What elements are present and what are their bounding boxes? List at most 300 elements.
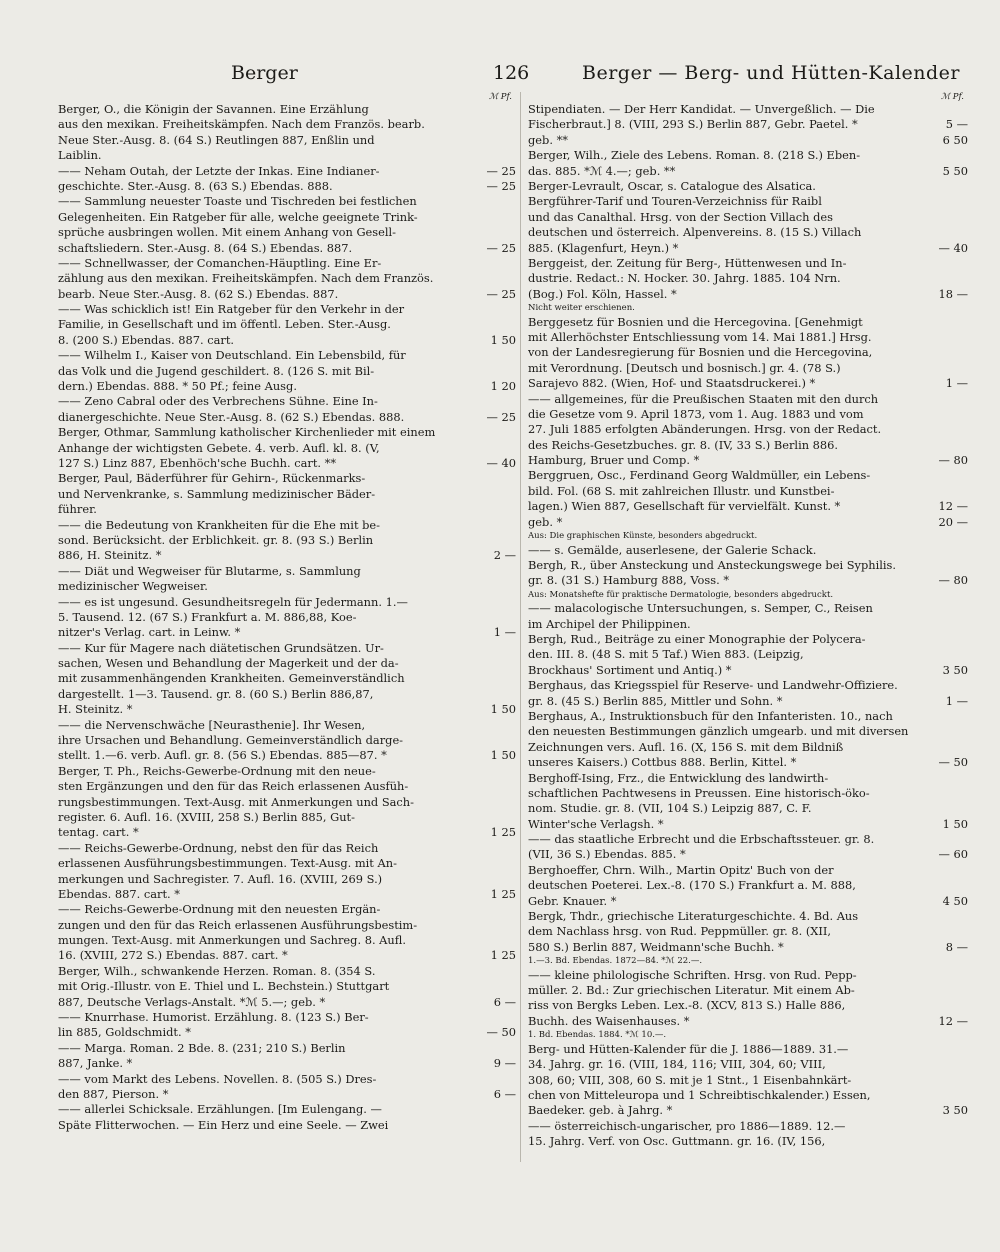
entry-text: riss von Bergks Leben. Lex.-8. (XCV, 813 S.) Halle 886, bbox=[528, 998, 846, 1013]
entry-text: den neuesten Bestimmungen gänzlich umgearb. und mit diversen bbox=[528, 724, 909, 739]
catalogue-line bbox=[58, 256, 516, 271]
catalogue-line bbox=[528, 817, 968, 832]
entry-text: chen von Mitteleuropa und 1 Schreibtischkalender.) Essen, bbox=[528, 1087, 871, 1102]
entry-text: schaftlichen Pachtwesens in Preussen. Eine historisch-öko- bbox=[528, 785, 870, 800]
catalogue-line bbox=[58, 979, 516, 994]
catalogue-line bbox=[528, 694, 968, 709]
entry-text: —— Reichs-Gewerbe-Ordnung mit den neuesten Ergän- bbox=[58, 902, 381, 917]
entry-text: —— kleine philologische Schriften. Hrsg. von Rud. Pepp- bbox=[528, 967, 857, 982]
catalogue-line bbox=[528, 724, 968, 739]
entry-text: Späte Flitterwochen. — Ein Herz und eine Seele. — Zwei bbox=[58, 1117, 389, 1132]
entry-text: dustrie. Redact.: N. Hocker. 30. Jahrg. 1885. 104 Nrn. bbox=[528, 271, 841, 286]
catalogue-line bbox=[58, 825, 516, 840]
entry-price: 18 — bbox=[938, 286, 968, 301]
catalogue-line bbox=[58, 333, 516, 348]
catalogue-line bbox=[528, 330, 968, 345]
entry-text: 887, Deutsche Verlags-Anstalt. *ℳ 5.—; geb. * bbox=[58, 994, 326, 1009]
entry-text: zungen und den für das Reich erlassenen Ausführungsbestim- bbox=[58, 917, 418, 932]
catalogue-line bbox=[528, 179, 968, 194]
catalogue-line bbox=[58, 164, 516, 179]
entry-text: Laiblin. bbox=[58, 148, 102, 163]
catalogue-line bbox=[58, 394, 516, 409]
catalogue-line bbox=[528, 1119, 968, 1134]
catalogue-line bbox=[528, 164, 968, 179]
catalogue-line bbox=[528, 315, 968, 330]
entry-price: 2 — bbox=[493, 548, 516, 563]
entry-text: sachen, Wesen und Behandlung der Magerkeit und der da- bbox=[58, 656, 399, 671]
entry-text: —— allerlei Schicksale. Erzählungen. [Im Eulengang. — bbox=[58, 1102, 382, 1117]
header-left-keyword: Berger bbox=[231, 62, 298, 84]
catalogue-line bbox=[58, 225, 516, 240]
entry-price: 6 — bbox=[493, 994, 516, 1009]
catalogue-line bbox=[58, 241, 516, 256]
entry-text: sprüche ausbringen wollen. Mit einem Anhang von Gesell- bbox=[58, 225, 397, 240]
catalogue-line bbox=[58, 902, 516, 917]
entry-text: des Reichs-Gesetzbuches. gr. 8. (IV, 33 S.) Berlin 886. bbox=[528, 437, 839, 452]
catalogue-line bbox=[528, 1042, 968, 1057]
entry-price: 4 50 bbox=[942, 893, 968, 908]
currency-column-head: ℳ Pf. bbox=[940, 92, 964, 102]
currency-column-head: ℳ Pf. bbox=[488, 92, 512, 102]
entry-text: bild. Fol. (68 S. mit zahlreichen Illustr. und Kunstbei- bbox=[528, 483, 835, 498]
catalogue-line bbox=[58, 364, 516, 379]
entry-price: 8 — bbox=[945, 939, 968, 954]
catalogue-line bbox=[58, 641, 516, 656]
catalogue-line bbox=[58, 964, 516, 979]
catalogue-line bbox=[528, 225, 968, 240]
entry-text: Stipendiaten. — Der Herr Kandidat. — Unvergeßlich. — Die bbox=[528, 102, 875, 116]
entry-price: — 80 bbox=[938, 573, 968, 588]
entry-text: Sarajevo 882. (Wien, Hof- und Staatsdruckerei.) * bbox=[528, 376, 816, 391]
entry-text: —— allgemeines, für die Preußischen Staaten mit den durch bbox=[528, 391, 879, 406]
entry-price: 12 — bbox=[938, 1013, 968, 1028]
entry-price: 5 — bbox=[945, 117, 968, 132]
catalogue-line bbox=[58, 948, 516, 963]
catalogue-line bbox=[58, 733, 516, 748]
catalogue-line bbox=[58, 764, 516, 779]
entry-text: den. III. 8. (48 S. mit 5 Taf.) Wien 883. (Leipzig, bbox=[528, 647, 804, 662]
entry-text: 34. Jahrg. gr. 16. (VIII, 184, 116; VIII, 304, 60; VIII, bbox=[528, 1057, 826, 1072]
entry-text: die Gesetze vom 9. April 1873, vom 1. Aug. 1883 und vom bbox=[528, 406, 864, 421]
entry-text: 16. (XVIII, 272 S.) Ebendas. 887. cart. * bbox=[58, 948, 288, 963]
entry-price: 6 50 bbox=[942, 132, 968, 147]
catalogue-line bbox=[528, 740, 968, 755]
entry-text: 885. (Klagenfurt, Heyn.) * bbox=[528, 240, 679, 255]
entry-text: Bergführer-Tarif und Touren-Verzeichniss für Raibl bbox=[528, 194, 822, 209]
catalogue-line bbox=[58, 656, 516, 671]
entry-text: —— Was schicklich ist! Ein Ratgeber für den Verkehr in der bbox=[58, 302, 405, 317]
entry-text: Ebendas. 887. cart. * bbox=[58, 886, 180, 901]
entry-text: gr. 8. (31 S.) Hamburg 888, Voss. * bbox=[528, 573, 730, 588]
catalogue-line bbox=[58, 702, 516, 717]
catalogue-line bbox=[58, 194, 516, 209]
column-divider bbox=[520, 92, 521, 1162]
entry-text: müller. 2. Bd.: Zur griechischen Literatur. Mit einem Ab- bbox=[528, 983, 855, 998]
catalogue-line bbox=[528, 1134, 968, 1149]
catalogue-line bbox=[58, 841, 516, 856]
entry-text: Bergk, Thdr., griechische Literaturgeschichte. 4. Bd. Aus bbox=[528, 909, 859, 924]
catalogue-line bbox=[58, 548, 516, 563]
entry-text: —— österreichisch-ungarischer, pro 1886—1889. 12.— bbox=[528, 1118, 846, 1133]
catalogue-line bbox=[528, 847, 968, 862]
catalogue-line bbox=[58, 533, 516, 548]
entry-text: —— Diät und Wegweiser für Blutarme, s. Sammlung bbox=[58, 563, 361, 578]
entry-text: register. 6. Aufl. 16. (XVIII, 258 S.) Berlin 885, Gut- bbox=[58, 809, 355, 824]
entry-text: geb. * bbox=[528, 514, 563, 529]
entry-text: —— Kur für Magere nach diätetischen Grundsätzen. Ur- bbox=[58, 640, 384, 655]
entry-price: 1 50 bbox=[490, 748, 516, 763]
catalogue-line bbox=[58, 425, 516, 440]
entry-text: dargestellt. 1—3. Tausend. gr. 8. (60 S.) Berlin 886,87, bbox=[58, 686, 374, 701]
page-number: 126 bbox=[493, 62, 530, 84]
catalogue-line bbox=[528, 894, 968, 909]
catalogue-line bbox=[528, 968, 968, 983]
catalogue-line bbox=[58, 102, 516, 117]
entry-text: von der Landesregierung für Bosnien und die Hercegovina, bbox=[528, 345, 873, 360]
entry-text: tentag. cart. * bbox=[58, 825, 139, 840]
catalogue-line bbox=[528, 117, 968, 132]
entry-price: — 40 bbox=[938, 240, 968, 255]
entry-price: — 60 bbox=[938, 847, 968, 862]
entry-text: lin 885, Goldschmidt. * bbox=[58, 1025, 191, 1040]
entry-text: sten Ergänzungen und den für das Reich erlassenen Ausfüh- bbox=[58, 779, 409, 794]
entry-text: führer. bbox=[58, 502, 97, 517]
entry-text: —— Zeno Cabral oder des Verbrechens Sühne. Eine In- bbox=[58, 394, 378, 409]
catalogue-line bbox=[58, 687, 516, 702]
entry-text: schaftsliedern. Ster.-Ausg. 8. (64 S.) Ebendas. 887. bbox=[58, 240, 353, 255]
entry-text: bearb. Neue Ster.-Ausg. 8. (62 S.) Ebendas. 887. bbox=[58, 286, 339, 301]
catalogue-line bbox=[528, 422, 968, 437]
entry-text: dianergeschichte. Neue Ster.-Ausg. 8. (62 S.) Ebendas. 888. bbox=[58, 409, 405, 424]
catalogue-line bbox=[528, 210, 968, 225]
right-column bbox=[528, 92, 968, 1150]
catalogue-line bbox=[58, 456, 516, 471]
entry-text: —— Marga. Roman. 2 Bde. 8. (231; 210 S.) Berlin bbox=[58, 1040, 346, 1055]
running-head bbox=[0, 62, 1000, 88]
entry-text: das. 885. *ℳ 4.—; geb. ** bbox=[528, 163, 676, 178]
entry-text: Bergh, Rud., Beiträge zu einer Monographie der Polycera- bbox=[528, 632, 866, 646]
catalogue-line bbox=[58, 579, 516, 594]
catalogue-line bbox=[528, 632, 968, 647]
catalogue-line bbox=[528, 786, 968, 801]
catalogue-line bbox=[528, 647, 968, 662]
entry-text: deutschen und österreich. Alpenvereins. 8. (15 S.) Villach bbox=[528, 225, 862, 240]
catalogue-line bbox=[58, 1025, 516, 1040]
entry-price: — 25 bbox=[486, 163, 516, 178]
catalogue-line bbox=[528, 1057, 968, 1072]
catalogue-line bbox=[528, 361, 968, 376]
entry-text: —— s. Gemälde, auserlesene, der Galerie Schack. bbox=[528, 542, 817, 557]
entry-text: deutschen Poeterei. Lex.-8. (170 S.) Frankfurt a. M. 888, bbox=[528, 878, 856, 893]
entry-price: — 25 bbox=[486, 286, 516, 301]
entry-text: Berger, Wilh., schwankende Herzen. Roman. 8. (354 S. bbox=[58, 963, 376, 978]
catalogue-line bbox=[58, 1102, 516, 1117]
catalogue-note bbox=[528, 1029, 968, 1042]
catalogue-line bbox=[58, 779, 516, 794]
catalogue-line bbox=[528, 256, 968, 271]
entry-text: Berggeist, der. Zeitung für Berg-, Hüttenwesen und In- bbox=[528, 255, 847, 270]
entry-text: rungsbestimmungen. Text-Ausg. mit Anmerkungen und Sach- bbox=[58, 794, 414, 809]
entry-price: — 25 bbox=[486, 240, 516, 255]
catalogue-line bbox=[528, 1014, 968, 1029]
entry-text: —— vom Markt des Lebens. Novellen. 8. (505 S.) Dres- bbox=[58, 1071, 377, 1086]
entry-text: H. Steinitz. * bbox=[58, 702, 133, 717]
entry-text: zählung aus den mexikan. Freiheitskämpfen. Nach dem Französ. bbox=[58, 271, 434, 286]
entry-text: —— Schnellwasser, der Comanchen-Häuptling. Eine Er- bbox=[58, 255, 382, 270]
entry-text: 1. Bd. Ebendas. 1884. *ℳ 10.—. bbox=[528, 1030, 667, 1041]
catalogue-line bbox=[528, 863, 968, 878]
catalogue-line bbox=[528, 832, 968, 847]
entry-text: mit Verordnung. [Deutsch und bosnisch.] gr. 4. (78 S.) bbox=[528, 360, 841, 375]
entry-price: 9 — bbox=[493, 1056, 516, 1071]
entry-text: Berger, Wilh., Ziele des Lebens. Roman. 8. (218 S.) Eben- bbox=[528, 148, 861, 163]
catalogue-line bbox=[58, 117, 516, 132]
catalogue-line bbox=[58, 471, 516, 486]
catalogue-line bbox=[528, 771, 968, 786]
entry-text: Nicht weiter erschienen. bbox=[528, 303, 635, 314]
entry-text: 15. Jahrg. Verf. von Osc. Guttmann. gr. 16. (IV, 156, bbox=[528, 1134, 826, 1149]
entry-text: (VII, 36 S.) Ebendas. 885. * bbox=[528, 847, 686, 862]
catalogue-note bbox=[528, 302, 968, 315]
catalogue-line bbox=[528, 499, 968, 514]
entry-text: —— die Nervenschwäche [Neurasthenie]. Ihr Wesen, bbox=[58, 717, 366, 732]
entry-text: Berg- und Hütten-Kalender für die J. 1886—1889. 31.— bbox=[528, 1041, 849, 1056]
catalogue-line bbox=[528, 407, 968, 422]
entry-text: nitzer's Verlag. cart. in Leinw. * bbox=[58, 625, 241, 640]
entry-price: 1 50 bbox=[490, 332, 516, 347]
catalogue-line bbox=[58, 179, 516, 194]
catalogue-line bbox=[528, 543, 968, 558]
catalogue-note bbox=[528, 589, 968, 602]
entry-text: gr. 8. (45 S.) Berlin 885, Mittler und Sohn. * bbox=[528, 693, 783, 708]
entry-text: —— das staatliche Erbrecht und die Erbschaftssteuer. gr. 8. bbox=[528, 832, 875, 847]
catalogue-note bbox=[528, 955, 968, 968]
catalogue-line bbox=[528, 709, 968, 724]
catalogue-line bbox=[58, 887, 516, 902]
entry-text: Berghaus, das Kriegsspiel für Reserve- und Landwehr-Offiziere. bbox=[528, 678, 898, 693]
entry-text: 27. Juli 1885 erfolgten Abänderungen. Hrsg. von der Redact. bbox=[528, 422, 882, 437]
entry-text: Familie, in Gesellschaft und im öffentl. Leben. Ster.-Ausg. bbox=[58, 317, 391, 332]
catalogue-line bbox=[58, 133, 516, 148]
entry-text: unseres Kaisers.) Cottbus 888. Berlin, Kittel. * bbox=[528, 755, 797, 770]
entry-text: Berger, Othmar, Sammlung katholischer Kirchenlieder mit einem bbox=[58, 425, 436, 440]
catalogue-line bbox=[528, 102, 968, 117]
entry-text: Zeichnungen vers. Aufl. 16. (X, 156 S. mit dem Bildniß bbox=[528, 739, 844, 754]
catalogue-line bbox=[58, 148, 516, 163]
entry-price: — 25 bbox=[486, 409, 516, 424]
catalogue-line bbox=[528, 1073, 968, 1088]
catalogue-line bbox=[58, 918, 516, 933]
catalogue-line bbox=[528, 663, 968, 678]
entry-text: Neue Ster.-Ausg. 8. (64 S.) Reutlingen 887, Enßlin und bbox=[58, 132, 375, 147]
catalogue-line bbox=[528, 1088, 968, 1103]
entry-text: 8. (200 S.) Ebendas. 887. cart. bbox=[58, 332, 235, 347]
entry-text: geschichte. Ster.-Ausg. 8. (63 S.) Ebendas. 888. bbox=[58, 178, 333, 193]
catalogue-line bbox=[58, 1010, 516, 1025]
entry-text: 580 S.) Berlin 887, Weidmann'sche Buchh. * bbox=[528, 939, 784, 954]
catalogue-line bbox=[58, 1087, 516, 1102]
catalogue-line bbox=[528, 345, 968, 360]
catalogue-note bbox=[528, 530, 968, 543]
entry-text: und das Canalthal. Hrsg. von der Section Villach des bbox=[528, 209, 834, 224]
catalogue-line bbox=[528, 271, 968, 286]
catalogue-line bbox=[58, 317, 516, 332]
catalogue-line bbox=[528, 617, 968, 632]
entry-text: 127 S.) Linz 887, Ebenhöch'sche Buchh. cart. ** bbox=[58, 455, 337, 470]
catalogue-line bbox=[528, 148, 968, 163]
entry-text: sond. Berücksicht. der Erblichkeit. gr. 8. (93 S.) Berlin bbox=[58, 532, 374, 547]
catalogue-line bbox=[58, 271, 516, 286]
entry-price: — 40 bbox=[486, 455, 516, 470]
entry-text: geb. ** bbox=[528, 132, 568, 147]
entry-text: ihre Ursachen und Behandlung. Gemeinverständlich darge- bbox=[58, 733, 404, 748]
entry-text: Anhange der wichtigsten Gebete. 4. verb. Aufl. kl. 8. (V, bbox=[58, 440, 380, 455]
entry-price: 20 — bbox=[938, 514, 968, 529]
entry-text: Berger, O., die Königin der Savannen. Eine Erzählung bbox=[58, 102, 369, 116]
entry-text: mungen. Text-Ausg. mit Anmerkungen und Sachreg. 8. Aufl. bbox=[58, 933, 406, 948]
entry-price: — 50 bbox=[938, 755, 968, 770]
catalogue-line bbox=[58, 995, 516, 1010]
catalogue-line bbox=[58, 1056, 516, 1071]
entry-text: 308, 60; VIII, 308, 60 S. mit je 1 Stnt., 1 Eisenbahnkärt- bbox=[528, 1072, 852, 1087]
catalogue-line bbox=[528, 1103, 968, 1118]
entry-text: im Archipel der Philippinen. bbox=[528, 616, 691, 631]
catalogue-line bbox=[528, 601, 968, 616]
entry-price: 1 20 bbox=[490, 379, 516, 394]
catalogue-line bbox=[58, 210, 516, 225]
left-column bbox=[58, 92, 516, 1133]
catalogue-line bbox=[58, 810, 516, 825]
catalogue-line bbox=[58, 441, 516, 456]
entry-text: nom. Studie. gr. 8. (VII, 104 S.) Leipzig 887, C. F. bbox=[528, 801, 812, 816]
entry-price: 1 25 bbox=[490, 948, 516, 963]
entry-price: 1 50 bbox=[490, 702, 516, 717]
entry-text: merkungen und Sachregister. 7. Aufl. 16. (XVIII, 269 S.) bbox=[58, 871, 383, 886]
catalogue-line bbox=[528, 287, 968, 302]
catalogue-line bbox=[58, 610, 516, 625]
entry-text: den 887, Pierson. * bbox=[58, 1087, 169, 1101]
catalogue-line bbox=[528, 924, 968, 939]
catalogue-line bbox=[528, 940, 968, 955]
entry-price: — 25 bbox=[486, 178, 516, 193]
entry-text: Gebr. Knauer. * bbox=[528, 893, 617, 908]
entry-text: Berger-Levrault, Oscar, s. Catalogue des Alsatica. bbox=[528, 178, 816, 193]
entry-text: 886, H. Steinitz. * bbox=[58, 548, 162, 563]
entry-text: Berghoeffer, Chrn. Wilh., Martin Opitz' Buch von der bbox=[528, 862, 834, 877]
entry-price: 1 25 bbox=[490, 825, 516, 840]
entry-text: dem Nachlass hrsg. von Rud. Peppmüller. gr. 8. (XII, bbox=[528, 924, 831, 939]
entry-text: Bergh, R., über Ansteckung und Ansteckungswege bei Syphilis. bbox=[528, 557, 896, 572]
catalogue-line bbox=[58, 856, 516, 871]
entry-text: Fischerbraut.] 8. (VIII, 293 S.) Berlin 887, Gebr. Paetel. * bbox=[528, 117, 858, 132]
entry-price: 5 50 bbox=[942, 163, 968, 178]
entry-text: dern.) Ebendas. 888. * 50 Pf.; feine Ausg. bbox=[58, 379, 297, 394]
entry-text: Berghaus, A., Instruktionsbuch für den Infanteristen. 10., nach bbox=[528, 708, 893, 723]
catalogue-line bbox=[528, 558, 968, 573]
entry-text: Aus: Die graphischen Künste, besonders abgedruckt. bbox=[528, 531, 758, 542]
entry-text: Brockhaus' Sortiment und Antiq.) * bbox=[528, 662, 732, 677]
entry-price: 1 — bbox=[945, 693, 968, 708]
catalogue-line bbox=[58, 287, 516, 302]
entry-price: 12 — bbox=[938, 499, 968, 514]
catalogue-line bbox=[58, 671, 516, 686]
entry-price: — 80 bbox=[938, 453, 968, 468]
entry-text: 5. Tausend. 12. (67 S.) Frankfurt a. M. 886,88, Koe- bbox=[58, 609, 357, 624]
entry-price: 1 50 bbox=[942, 816, 968, 831]
entry-text: Aus: Monatshefte für praktische Dermatologie, besonders abgedruckt. bbox=[528, 589, 834, 600]
entry-text: Berghoff-Ising, Frz., die Entwicklung des landwirth- bbox=[528, 770, 829, 785]
entry-text: —— die Bedeutung von Krankheiten für die Ehe mit be- bbox=[58, 517, 381, 532]
entry-text: Berggesetz für Bosnien und die Hercegovina. [Genehmigt bbox=[528, 314, 863, 329]
entry-text: Gelegenheiten. Ein Ratgeber für alle, welche geeignete Trink- bbox=[58, 209, 418, 224]
catalogue-line bbox=[58, 1072, 516, 1087]
entry-text: —— Wilhelm I., Kaiser von Deutschland. Ein Lebensbild, für bbox=[58, 348, 406, 363]
entry-price: 6 — bbox=[493, 1087, 516, 1101]
catalogue-line bbox=[58, 564, 516, 579]
entry-text: stellt. 1.—6. verb. Aufl. gr. 8. (56 S.) Ebendas. 885—87. * bbox=[58, 748, 387, 763]
catalogue-line bbox=[528, 453, 968, 468]
entry-price: 3 50 bbox=[942, 662, 968, 677]
entry-text: Baedeker. geb. à Jahrg. * bbox=[528, 1103, 673, 1118]
entry-text: 1.—3. Bd. Ebendas. 1872—84. *ℳ 22.—. bbox=[528, 956, 703, 967]
entry-text: Winter'sche Verlagsh. * bbox=[528, 816, 664, 831]
entry-text: —— Reichs-Gewerbe-Ordnung, nebst den für das Reich bbox=[58, 840, 379, 855]
catalogue-line bbox=[528, 573, 968, 588]
catalogue-line bbox=[528, 878, 968, 893]
entry-text: lagen.) Wien 887, Gesellschaft für vervielfält. Kunst. * bbox=[528, 499, 841, 514]
catalogue-line bbox=[58, 718, 516, 733]
catalogue-line bbox=[58, 933, 516, 948]
catalogue-line bbox=[58, 872, 516, 887]
entry-price: 1 — bbox=[493, 625, 516, 640]
catalogue-line bbox=[58, 795, 516, 810]
entry-text: 887, Janke. * bbox=[58, 1056, 133, 1071]
catalogue-line bbox=[528, 376, 968, 391]
catalogue-line bbox=[528, 133, 968, 148]
catalogue-line bbox=[528, 515, 968, 530]
entry-text: —— Neham Outah, der Letzte der Inkas. Eine Indianer- bbox=[58, 163, 380, 178]
catalogue-line bbox=[528, 998, 968, 1013]
entry-text: aus den mexikan. Freiheitskämpfen. Nach dem Französ. bearb. bbox=[58, 117, 425, 132]
catalogue-line bbox=[58, 379, 516, 394]
catalogue-line bbox=[528, 484, 968, 499]
entry-text: und Nervenkranke, s. Sammlung medizinischer Bäder- bbox=[58, 486, 376, 501]
catalogue-line bbox=[528, 678, 968, 693]
catalogue-line bbox=[58, 302, 516, 317]
catalogue-line bbox=[528, 909, 968, 924]
catalogue-line bbox=[58, 625, 516, 640]
entry-price: 1 25 bbox=[490, 886, 516, 901]
entry-text: medizinischer Wegweiser. bbox=[58, 579, 208, 594]
entry-price: 1 — bbox=[945, 376, 968, 391]
catalogue-line bbox=[58, 410, 516, 425]
catalogue-line bbox=[528, 801, 968, 816]
entry-text: Berger, T. Ph., Reichs-Gewerbe-Ordnung mit den neue- bbox=[58, 763, 376, 778]
entry-text: Berggruen, Osc., Ferdinand Georg Waldmüller, ein Lebens- bbox=[528, 468, 871, 483]
entry-text: mit zusammenhängenden Krankheiten. Gemeinverständlich bbox=[58, 671, 405, 686]
catalogue-line bbox=[528, 194, 968, 209]
catalogue-line bbox=[58, 518, 516, 533]
entry-text: Buchh. des Waisenhauses. * bbox=[528, 1013, 690, 1028]
entry-text: —— malacologische Untersuchungen, s. Semper, C., Reisen bbox=[528, 601, 873, 616]
catalogue-line bbox=[528, 392, 968, 407]
header-right-keyword: Berger — Berg- und Hütten-Kalender bbox=[582, 62, 960, 84]
catalogue-line bbox=[58, 1118, 516, 1133]
entry-price: — 50 bbox=[486, 1025, 516, 1040]
entry-text: —— Sammlung neuester Toaste und Tischreden bei festlichen bbox=[58, 194, 417, 209]
catalogue-line bbox=[58, 348, 516, 363]
catalogue-line bbox=[58, 487, 516, 502]
